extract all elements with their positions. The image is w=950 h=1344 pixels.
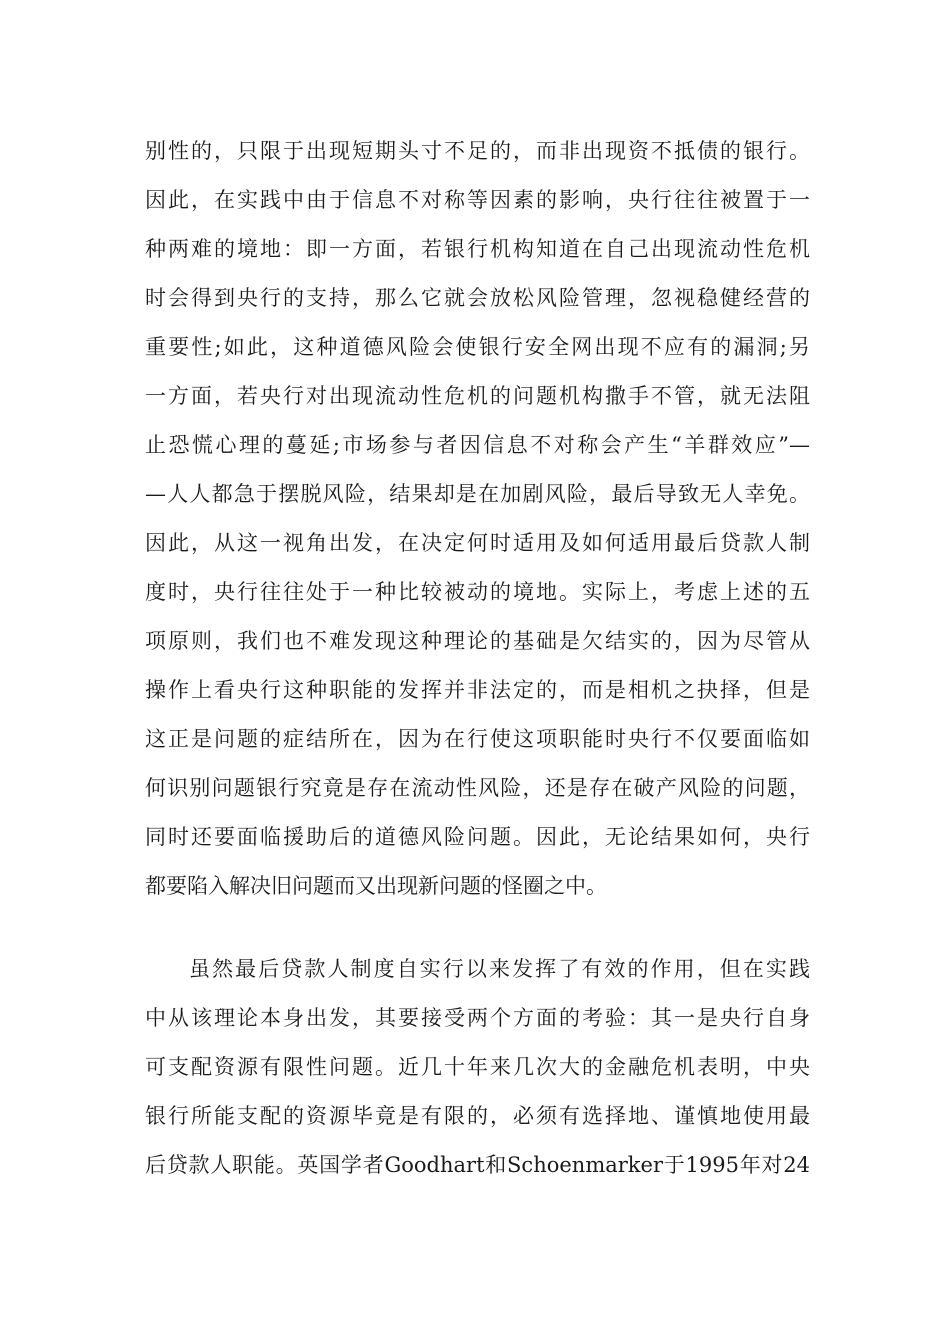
text-line: 重要性;如此，这种道德风险会使银行安全网出现不应有的漏洞;另 [145,335,810,359]
paragraph-1 [145,127,810,911]
text-line: 银行所能支配的资源毕竟是有限的，必须有选择地、谨慎地使用最 [145,1104,810,1128]
text-line: 可支配资源有限性问题。近几十年来几次大的金融危机表明，中央 [145,1055,810,1079]
text-line: 何识别问题银行究竟是存在流动性风险，还是存在破产风险的问题， [145,776,810,800]
text-line: 度时，央行往往处于一种比较被动的境地。实际上，考虑上述的五 [145,580,810,604]
text-line: 别性的，只限于出现短期头寸不足的，而非出现资不抵债的银行。 [145,139,810,163]
text-line: 因此，从这一视角出发，在决定何时适用及如何适用最后贷款人制 [145,531,810,555]
text-line: —人人都急于摆脱风险，结果却是在加剧风险，最后导致无人幸免。 [145,482,810,506]
text-line: 中从该理论本身出发，其要接受两个方面的考验：其一是央行自身 [145,1006,810,1030]
text-line: 这正是问题的症结所在，因为在行使这项职能时央行不仅要面临如 [145,727,810,751]
text-line: 因此，在实践中由于信息不对称等因素的影响，央行往往被置于一 [145,188,810,212]
text-line: 止恐慌心理的蔓延;市场参与者因信息不对称会产生“羊群效应”— [145,433,810,457]
text-line: 种两难的境地：即一方面，若银行机构知道在自己出现流动性危机 [145,237,810,261]
paragraph-2 [145,945,810,1190]
text-line: 一方面，若央行对出现流动性危机的问题机构撒手不管，就无法阻 [145,384,810,408]
text-line: 都要陷入解决旧问题而又出现新问题的怪圈之中。 [145,874,607,898]
text-line: 时会得到央行的支持，那么它就会放松风险管理，忽视稳健经营的 [145,286,810,310]
text-line: 同时还要面临援助后的道德风险问题。因此，无论结果如何，央行 [145,825,810,849]
text-line: 后贷款人职能。英国学者Goodhart和Schoenmarker于1995年对24 [145,1153,810,1177]
text-line: 操作上看央行这种职能的发挥并非法定的，而是相机之抉择，但是 [145,678,810,702]
text-line: 项原则，我们也不难发现这种理论的基础是欠结实的，因为尽管从 [145,629,810,653]
text-line: 虽然最后贷款人制度自实行以来发挥了有效的作用，但在实践 [189,957,810,981]
